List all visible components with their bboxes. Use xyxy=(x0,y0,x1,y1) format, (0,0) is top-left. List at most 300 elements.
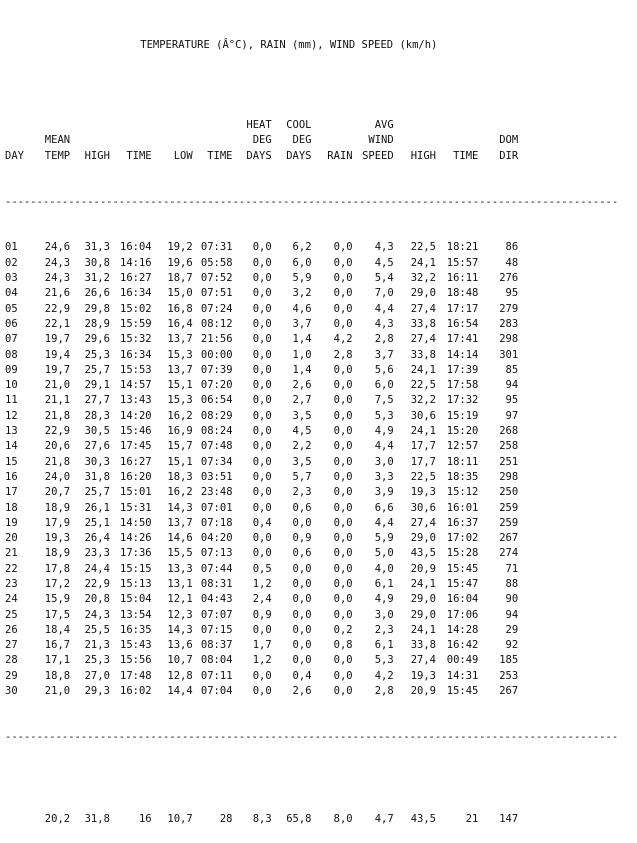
cell-wind-time: 14:31 xyxy=(446,669,479,682)
footer-rule: ------------------------------------------------------------------------------------------------- xyxy=(5,730,619,743)
cell-dom-dir: 97 xyxy=(505,409,519,422)
cell-wind: 4,4 xyxy=(374,302,394,315)
cell-wind-time: 16:54 xyxy=(446,317,479,330)
total-low-time: 28 xyxy=(219,813,233,826)
cell-wind-high: 24,1 xyxy=(410,256,437,269)
cell-wind-high: 20,9 xyxy=(410,562,437,575)
cell-cool: 2,3 xyxy=(292,486,312,499)
cell-heat: 1,2 xyxy=(252,654,272,667)
cell-high: 25,3 xyxy=(84,654,110,667)
cell-cool: 0,9 xyxy=(292,532,312,545)
header-wind-line1: AVG xyxy=(374,119,394,132)
cell-high: 25,1 xyxy=(84,516,110,529)
cell-high: 30,8 xyxy=(84,256,110,269)
cell-day: 17 xyxy=(5,486,18,499)
cell-wind-high: 22,5 xyxy=(410,379,437,392)
cell-high: 30,3 xyxy=(84,455,110,468)
cell-low: 14,6 xyxy=(167,532,193,545)
cell-cool: 0,0 xyxy=(292,654,312,667)
cell-heat: 0,0 xyxy=(252,547,272,560)
cell-mean: 21,0 xyxy=(44,379,71,392)
cell-time: 17:36 xyxy=(120,547,152,560)
cell-day: 25 xyxy=(5,608,18,621)
cell-dom-dir: 268 xyxy=(499,425,519,438)
cell-wind-high: 20,9 xyxy=(410,685,437,698)
table-row xyxy=(5,485,637,500)
total-wind-time: 21 xyxy=(465,813,479,826)
table-row xyxy=(5,531,637,546)
cell-wind-high: 29,0 xyxy=(410,593,437,606)
cell-wind: 6,1 xyxy=(374,639,394,652)
cell-day: 02 xyxy=(5,256,18,269)
cell-high: 25,3 xyxy=(84,348,110,361)
cell-low-time: 07:18 xyxy=(200,516,233,529)
cell-cool: 1,4 xyxy=(292,333,312,346)
cell-cool: 2,6 xyxy=(292,379,312,392)
total-low: 10,7 xyxy=(167,813,193,826)
cell-low-time: 08:29 xyxy=(200,409,233,422)
cell-low-time: 05:58 xyxy=(200,256,233,269)
table-row xyxy=(5,439,637,454)
cell-wind: 4,4 xyxy=(374,440,394,453)
cell-wind: 6,6 xyxy=(374,501,394,514)
header-mean-line3: TEMP xyxy=(44,149,71,162)
cell-wind-time: 15:45 xyxy=(446,562,479,575)
cell-mean: 21,1 xyxy=(44,394,71,407)
cell-mean: 22,1 xyxy=(44,317,71,330)
cell-low-time: 06:54 xyxy=(200,394,233,407)
cell-wind-time: 15:19 xyxy=(446,409,479,422)
cell-dom-dir: 298 xyxy=(499,470,519,483)
cell-dom-dir: 267 xyxy=(499,685,519,698)
cell-mean: 19,4 xyxy=(44,348,71,361)
cell-low: 13,6 xyxy=(167,639,193,652)
cell-low-time: 23:48 xyxy=(200,486,233,499)
cell-mean: 18,9 xyxy=(44,501,71,514)
cell-time: 14:16 xyxy=(120,256,152,269)
cell-wind-high: 29,0 xyxy=(410,532,437,545)
cell-mean: 18,9 xyxy=(44,547,71,560)
cell-time: 14:50 xyxy=(120,516,152,529)
cell-high: 31,2 xyxy=(84,272,110,285)
cell-day: 13 xyxy=(5,425,18,438)
cell-high: 26,4 xyxy=(84,532,110,545)
cell-wind-time: 15:20 xyxy=(446,425,479,438)
cell-time: 16:02 xyxy=(120,685,152,698)
cell-low-time: 04:43 xyxy=(200,593,233,606)
cell-wind-high: 30,6 xyxy=(410,501,437,514)
cell-wind: 4,2 xyxy=(374,669,394,682)
cell-cool: 3,5 xyxy=(292,455,312,468)
cell-day: 26 xyxy=(5,623,18,636)
cell-cool: 3,2 xyxy=(292,287,312,300)
cell-dom-dir: 85 xyxy=(505,363,519,376)
cell-dom-dir: 95 xyxy=(505,394,519,407)
cell-heat: 0,0 xyxy=(252,532,272,545)
header-day-line3: DAY xyxy=(5,149,24,162)
cell-wind-high: 17,7 xyxy=(410,440,437,453)
cell-wind-high: 32,2 xyxy=(410,272,437,285)
cell-mean: 17,5 xyxy=(44,608,71,621)
cell-mean: 17,1 xyxy=(44,654,71,667)
cell-wind-time: 17:06 xyxy=(446,608,479,621)
cell-cool: 0,6 xyxy=(292,547,312,560)
cell-heat: 0,0 xyxy=(252,486,272,499)
cell-wind-high: 32,2 xyxy=(410,394,437,407)
cell-low-time: 07:31 xyxy=(200,241,233,254)
cell-low-time: 07:44 xyxy=(200,562,233,575)
total-heat: 8,3 xyxy=(252,813,272,826)
cell-wind-high: 33,8 xyxy=(410,348,437,361)
cell-heat: 0,0 xyxy=(252,241,272,254)
cell-wind-high: 33,8 xyxy=(410,639,437,652)
cell-low-time: 08:12 xyxy=(200,317,233,330)
table-row xyxy=(5,332,637,347)
cell-day: 03 xyxy=(5,272,18,285)
cell-heat: 0,0 xyxy=(252,363,272,376)
cell-low: 15,3 xyxy=(167,394,193,407)
cell-time: 13:43 xyxy=(120,394,152,407)
cell-high: 22,9 xyxy=(84,577,110,590)
cell-low-time: 07:48 xyxy=(200,440,233,453)
table-row xyxy=(5,393,637,408)
cell-wind-high: 27,4 xyxy=(410,516,437,529)
cell-low: 18,3 xyxy=(167,470,193,483)
total-cool: 65,8 xyxy=(286,813,312,826)
total-high: 31,8 xyxy=(84,813,110,826)
cell-time: 17:48 xyxy=(120,669,152,682)
cell-wind-high: 27,4 xyxy=(410,654,437,667)
total-dom-dir: 147 xyxy=(499,813,519,826)
cell-wind-high: 27,4 xyxy=(410,302,437,315)
header-heat-line3: DAYS xyxy=(246,149,272,162)
cell-time: 14:26 xyxy=(120,532,152,545)
cell-low-time: 07:39 xyxy=(200,363,233,376)
cell-time: 16:27 xyxy=(120,455,152,468)
table-row xyxy=(5,409,637,424)
table-row xyxy=(5,317,637,332)
table-row xyxy=(5,501,637,516)
table-row xyxy=(5,470,637,485)
cell-high: 24,3 xyxy=(84,608,110,621)
cell-rain: 0,0 xyxy=(333,302,353,315)
cell-mean: 17,9 xyxy=(44,516,71,529)
header-heat-line2: DEG xyxy=(252,134,272,147)
cell-high: 26,6 xyxy=(84,287,110,300)
cell-rain: 0,0 xyxy=(333,669,353,682)
cell-time: 14:20 xyxy=(120,409,152,422)
cell-mean: 24,3 xyxy=(44,272,71,285)
total-time: 16 xyxy=(138,813,152,826)
cell-low-time: 07:04 xyxy=(200,685,233,698)
cell-high: 29,3 xyxy=(84,685,110,698)
cell-mean: 16,7 xyxy=(44,639,71,652)
cell-wind-high: 29,0 xyxy=(410,287,437,300)
cell-heat: 0,0 xyxy=(252,455,272,468)
cell-day: 08 xyxy=(5,348,18,361)
cell-high: 31,3 xyxy=(84,241,110,254)
cell-high: 30,5 xyxy=(84,425,110,438)
cell-heat: 0,0 xyxy=(252,394,272,407)
cell-rain: 0,0 xyxy=(333,608,353,621)
cell-low-time: 08:37 xyxy=(200,639,233,652)
cell-heat: 1,2 xyxy=(252,577,272,590)
cell-cool: 0,0 xyxy=(292,639,312,652)
cell-low-time: 07:07 xyxy=(200,608,233,621)
table-row xyxy=(5,653,637,668)
cell-heat: 0,5 xyxy=(252,562,272,575)
cell-wind-time: 17:58 xyxy=(446,379,479,392)
cell-wind-high: 27,4 xyxy=(410,333,437,346)
cell-mean: 21,6 xyxy=(44,287,71,300)
cell-wind-time: 16:04 xyxy=(446,593,479,606)
table-row xyxy=(5,286,637,301)
cell-cool: 5,7 xyxy=(292,470,312,483)
cell-wind: 3,0 xyxy=(374,608,394,621)
cell-low-time: 07:13 xyxy=(200,547,233,560)
cell-wind-high: 24,1 xyxy=(410,425,437,438)
cell-cool: 0,0 xyxy=(292,593,312,606)
cell-heat: 0,0 xyxy=(252,256,272,269)
cell-wind-time: 18:21 xyxy=(446,241,479,254)
cell-wind: 2,3 xyxy=(374,623,394,636)
cell-wind: 5,0 xyxy=(374,547,394,560)
cell-rain: 0,0 xyxy=(333,562,353,575)
cell-mean: 20,6 xyxy=(44,440,71,453)
cell-rain: 0,0 xyxy=(333,516,353,529)
cell-wind-time: 16:11 xyxy=(446,272,479,285)
cell-day: 21 xyxy=(5,547,18,560)
cell-wind: 3,3 xyxy=(374,470,394,483)
cell-time: 15:31 xyxy=(120,501,152,514)
cell-cool: 0,4 xyxy=(292,669,312,682)
cell-low-time: 07:15 xyxy=(200,623,233,636)
cell-mean: 19,7 xyxy=(44,363,71,376)
cell-mean: 20,7 xyxy=(44,486,71,499)
cell-cool: 2,6 xyxy=(292,685,312,698)
cell-heat: 0,4 xyxy=(252,516,272,529)
cell-low: 16,2 xyxy=(167,486,193,499)
cell-day: 16 xyxy=(5,470,18,483)
cell-cool: 5,9 xyxy=(292,272,312,285)
cell-low-time: 08:24 xyxy=(200,425,233,438)
cell-day: 15 xyxy=(5,455,18,468)
cell-high: 27,0 xyxy=(84,669,110,682)
cell-wind-high: 29,0 xyxy=(410,608,437,621)
cell-rain: 0,2 xyxy=(333,623,353,636)
cell-high: 29,8 xyxy=(84,302,110,315)
table-row xyxy=(5,455,637,470)
cell-mean: 24,6 xyxy=(44,241,71,254)
cell-heat: 0,0 xyxy=(252,425,272,438)
cell-mean: 22,9 xyxy=(44,302,71,315)
cell-low-time: 03:51 xyxy=(200,470,233,483)
header-heat-line1: HEAT xyxy=(246,119,272,132)
cell-cool: 0,0 xyxy=(292,623,312,636)
cell-wind-high: 19,3 xyxy=(410,669,437,682)
cell-time: 15:43 xyxy=(120,639,152,652)
cell-cool: 1,0 xyxy=(292,348,312,361)
table-row xyxy=(5,240,637,255)
table-row xyxy=(5,684,637,699)
cell-wind-time: 14:28 xyxy=(446,623,479,636)
cell-low-time: 08:31 xyxy=(200,577,233,590)
cell-cool: 2,2 xyxy=(292,440,312,453)
cell-wind: 2,8 xyxy=(374,685,394,698)
cell-dom-dir: 276 xyxy=(499,272,519,285)
cell-wind-time: 15:45 xyxy=(446,685,479,698)
cell-mean: 21,8 xyxy=(44,455,71,468)
report-title xyxy=(5,38,637,53)
cell-rain: 0,0 xyxy=(333,470,353,483)
cell-rain: 0,0 xyxy=(333,287,353,300)
cell-wind-time: 15:57 xyxy=(446,256,479,269)
cell-mean: 24,0 xyxy=(44,470,71,483)
cell-low-time: 07:20 xyxy=(200,379,233,392)
cell-cool: 0,0 xyxy=(292,562,312,575)
cell-time: 14:57 xyxy=(120,379,152,392)
cell-low-time: 07:24 xyxy=(200,302,233,315)
cell-dom-dir: 301 xyxy=(499,348,519,361)
cell-low: 15,3 xyxy=(167,348,193,361)
cell-wind-high: 17,7 xyxy=(410,455,437,468)
cell-heat: 0,0 xyxy=(252,272,272,285)
cell-day: 07 xyxy=(5,333,18,346)
cell-low: 10,7 xyxy=(167,654,193,667)
cell-low: 15,1 xyxy=(167,455,193,468)
cell-wind: 4,9 xyxy=(374,593,394,606)
total-wind-high: 43,5 xyxy=(410,813,437,826)
cell-day: 06 xyxy=(5,317,18,330)
cell-wind-high: 24,1 xyxy=(410,623,437,636)
cell-wind: 4,5 xyxy=(374,256,394,269)
cell-time: 15:59 xyxy=(120,317,152,330)
cell-heat: 0,0 xyxy=(252,623,272,636)
cell-low-time: 07:51 xyxy=(200,287,233,300)
header-high-line3: HIGH xyxy=(84,149,110,162)
cell-dom-dir: 94 xyxy=(505,379,519,392)
cell-wind-time: 17:41 xyxy=(446,333,479,346)
cell-time: 15:56 xyxy=(120,654,152,667)
cell-dom-dir: 88 xyxy=(505,577,519,590)
cell-low: 16,2 xyxy=(167,409,193,422)
cell-wind: 6,0 xyxy=(374,379,394,392)
cell-rain: 0,0 xyxy=(333,486,353,499)
cell-dom-dir: 259 xyxy=(499,516,519,529)
cell-time: 16:20 xyxy=(120,470,152,483)
cell-low-time: 04:20 xyxy=(200,532,233,545)
header-wind-time-line3: TIME xyxy=(453,149,479,162)
cell-dom-dir: 71 xyxy=(505,562,519,575)
cell-wind-time: 17:02 xyxy=(446,532,479,545)
total-mean: 20,2 xyxy=(44,813,71,826)
cell-time: 15:04 xyxy=(120,593,152,606)
cell-low: 16,4 xyxy=(167,317,193,330)
header-mean-line2: MEAN xyxy=(44,134,71,147)
header-wind-line2: WIND xyxy=(368,134,394,147)
cell-low-time: 07:11 xyxy=(200,669,233,682)
cell-day: 20 xyxy=(5,532,18,545)
cell-time: 16:27 xyxy=(120,272,152,285)
cell-heat: 0,0 xyxy=(252,440,272,453)
cell-wind-high: 22,5 xyxy=(410,470,437,483)
cell-rain: 0,0 xyxy=(333,241,353,254)
cell-low: 12,8 xyxy=(167,669,193,682)
cell-dom-dir: 298 xyxy=(499,333,519,346)
table-row xyxy=(5,516,637,531)
table-row xyxy=(5,546,637,561)
cell-wind-high: 33,8 xyxy=(410,317,437,330)
cell-wind: 5,6 xyxy=(374,363,394,376)
cell-heat: 0,0 xyxy=(252,348,272,361)
header-dom-dir-line3: DIR xyxy=(499,149,519,162)
cell-low-time: 07:01 xyxy=(200,501,233,514)
cell-dom-dir: 185 xyxy=(499,654,519,667)
cell-day: 01 xyxy=(5,241,18,254)
cell-day: 19 xyxy=(5,516,18,529)
cell-wind: 5,3 xyxy=(374,654,394,667)
cell-cool: 2,7 xyxy=(292,394,312,407)
cell-low: 18,7 xyxy=(167,272,193,285)
cell-rain: 0,0 xyxy=(333,501,353,514)
cell-low: 15,5 xyxy=(167,547,193,560)
cell-heat: 0,0 xyxy=(252,302,272,315)
cell-rain: 0,0 xyxy=(333,272,353,285)
table-row xyxy=(5,577,637,592)
cell-wind: 4,9 xyxy=(374,425,394,438)
cell-wind-time: 16:01 xyxy=(446,501,479,514)
cell-rain: 0,0 xyxy=(333,547,353,560)
cell-wind-time: 18:11 xyxy=(446,455,479,468)
report-title-text: TEMPERATURE (Â°C), RAIN (mm), WIND SPEED (km/h) xyxy=(140,38,438,51)
cell-cool: 0,0 xyxy=(292,577,312,590)
cell-day: 24 xyxy=(5,593,18,606)
cell-wind-time: 12:57 xyxy=(446,440,479,453)
cell-dom-dir: 95 xyxy=(505,287,519,300)
cell-day: 04 xyxy=(5,287,18,300)
cell-dom-dir: 29 xyxy=(505,623,519,636)
table-row xyxy=(5,378,637,393)
cell-low-time: 21:56 xyxy=(200,333,233,346)
cell-mean: 15,9 xyxy=(44,593,71,606)
cell-rain: 0,0 xyxy=(333,379,353,392)
cell-wind-time: 16:42 xyxy=(446,639,479,652)
cell-heat: 0,0 xyxy=(252,685,272,698)
total-wind: 4,7 xyxy=(374,813,394,826)
cell-low: 13,7 xyxy=(167,363,193,376)
cell-cool: 0,6 xyxy=(292,501,312,514)
cell-wind-time: 15:12 xyxy=(446,486,479,499)
header-rule: ------------------------------------------------------------------------------------------------- xyxy=(5,195,619,208)
cell-low: 19,6 xyxy=(167,256,193,269)
cell-rain: 0,0 xyxy=(333,455,353,468)
cell-heat: 1,7 xyxy=(252,639,272,652)
cell-high: 24,4 xyxy=(84,562,110,575)
cell-dom-dir: 48 xyxy=(505,256,519,269)
cell-wind: 3,9 xyxy=(374,486,394,499)
cell-rain: 0,0 xyxy=(333,577,353,590)
cell-wind: 5,4 xyxy=(374,272,394,285)
cell-day: 28 xyxy=(5,654,18,667)
cell-heat: 2,4 xyxy=(252,593,272,606)
cell-rain: 0,8 xyxy=(333,639,353,652)
cell-time: 16:34 xyxy=(120,287,152,300)
cell-high: 26,1 xyxy=(84,501,110,514)
cell-rain: 0,0 xyxy=(333,409,353,422)
cell-time: 15:53 xyxy=(120,363,152,376)
cell-rain: 4,2 xyxy=(333,333,353,346)
header-cool-line1: COOL xyxy=(286,119,312,132)
